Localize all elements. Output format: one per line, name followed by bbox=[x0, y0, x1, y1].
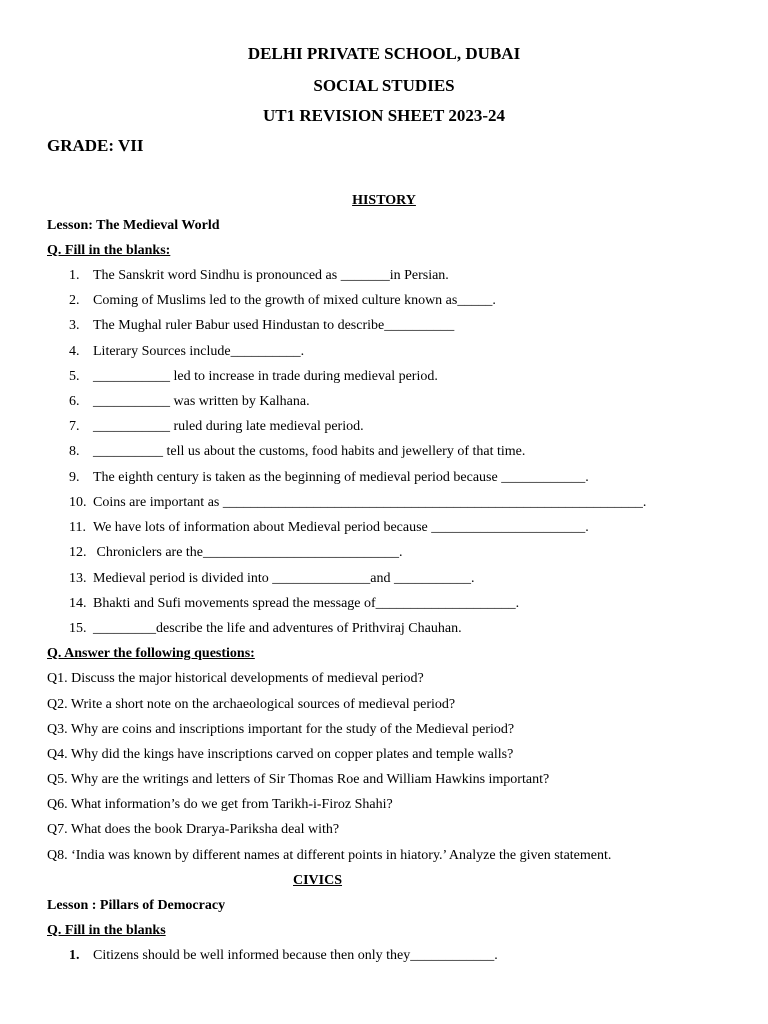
fill-item bbox=[69, 544, 759, 562]
item-text: The eighth century is taken as the beginning of medieval period because ____________. bbox=[93, 470, 589, 485]
civics-lesson: Lesson : Pillars of Democracy bbox=[47, 898, 226, 913]
item-text: Citizens should be well informed because then only they____________. bbox=[93, 948, 498, 963]
item-number: 14. bbox=[69, 596, 87, 611]
question-item: Q5. Why are the writings and letters of Sir Thomas Roe and William Hawkins important? bbox=[47, 772, 550, 787]
item-number: 12. bbox=[69, 545, 87, 560]
item-text: Coins are important as ____________________________________________________________. bbox=[93, 495, 647, 510]
question-item: Q3. Why are coins and inscriptions important for the study of the Medieval period? bbox=[47, 722, 515, 737]
subject-title: SOCIAL STUDIES bbox=[313, 76, 455, 95]
item-text: Coming of Muslims led to the growth of mixed culture known as_____. bbox=[93, 293, 496, 308]
item-text: ___________ ruled during late medieval period. bbox=[93, 419, 364, 434]
item-text: __________ tell us about the customs, food habits and jewellery of that time. bbox=[93, 444, 526, 459]
fill-item bbox=[69, 317, 759, 335]
fill-item bbox=[69, 519, 759, 537]
item-number: 4. bbox=[69, 344, 80, 359]
question-item: Q8. ‘India was known by different names at different points in hiatory.’ Analyze the given statement. bbox=[47, 848, 612, 863]
fill-item bbox=[69, 267, 759, 285]
sheet-title: UT1 REVISION SHEET 2023-24 bbox=[263, 106, 505, 125]
item-text: We have lots of information about Medieval period because ______________________. bbox=[93, 520, 589, 535]
civics-fill-heading: Q. Fill in the blanks bbox=[47, 923, 166, 938]
history-section-title: HISTORY bbox=[352, 193, 416, 208]
fill-item bbox=[69, 343, 759, 361]
history-fill-heading: Q. Fill in the blanks: bbox=[47, 243, 171, 258]
item-number: 1. bbox=[69, 268, 80, 283]
item-text: Literary Sources include__________. bbox=[93, 344, 305, 359]
fill-item bbox=[69, 368, 759, 386]
fill-item bbox=[69, 292, 759, 310]
fill-item bbox=[69, 595, 759, 613]
fill-item bbox=[69, 494, 759, 512]
item-number: 1. bbox=[69, 948, 80, 963]
question-item: Q1. Discuss the major historical developments of medieval period? bbox=[47, 671, 424, 686]
item-number: 13. bbox=[69, 571, 87, 586]
item-text: The Mughal ruler Babur used Hindustan to describe__________ bbox=[93, 318, 455, 333]
school-name: DELHI PRIVATE SCHOOL, DUBAI bbox=[247, 44, 521, 63]
question-item: Q2. Write a short note on the archaeological sources of medieval period? bbox=[47, 697, 456, 712]
item-text: ___________ was written by Kalhana. bbox=[93, 394, 310, 409]
item-number: 5. bbox=[69, 369, 80, 384]
question-item: Q6. What information’s do we get from Tarikh-i-Firoz Shahi? bbox=[47, 797, 393, 812]
question-item: Q4. Why did the kings have inscriptions carved on copper plates and temple walls? bbox=[47, 747, 514, 762]
item-text: The Sanskrit word Sindhu is pronounced as _______in Persian. bbox=[93, 268, 449, 283]
item-text: ___________ led to increase in trade during medieval period. bbox=[93, 369, 438, 384]
item-number: 7. bbox=[69, 419, 80, 434]
history-answer-heading: Q. Answer the following questions: bbox=[47, 646, 255, 661]
item-number: 2. bbox=[69, 293, 80, 308]
item-text: Chroniclers are the____________________________. bbox=[93, 545, 403, 560]
item-text: _________describe the life and adventures of Prithviraj Chauhan. bbox=[93, 621, 462, 636]
item-number: 6. bbox=[69, 394, 80, 409]
fill-item bbox=[69, 570, 759, 588]
question-item: Q7. What does the book Drarya-Pariksha deal with? bbox=[47, 822, 340, 837]
item-number: 10. bbox=[69, 495, 87, 510]
item-number: 9. bbox=[69, 470, 80, 485]
civics-section-title: CIVICS bbox=[293, 873, 343, 888]
item-number: 11. bbox=[69, 520, 86, 535]
item-text: Medieval period is divided into ______________and ___________. bbox=[93, 571, 475, 586]
fill-item bbox=[69, 443, 759, 461]
fill-item bbox=[69, 418, 759, 436]
item-number: 8. bbox=[69, 444, 80, 459]
history-lesson: Lesson: The Medieval World bbox=[47, 218, 220, 233]
grade-label: GRADE: VII bbox=[47, 136, 144, 155]
item-number: 15. bbox=[69, 621, 87, 636]
fill-item bbox=[69, 393, 759, 411]
item-number: 3. bbox=[69, 318, 80, 333]
fill-item bbox=[69, 620, 759, 638]
fill-item bbox=[69, 947, 759, 965]
item-text: Bhakti and Sufi movements spread the message of____________________. bbox=[93, 596, 520, 611]
fill-item bbox=[69, 469, 759, 487]
